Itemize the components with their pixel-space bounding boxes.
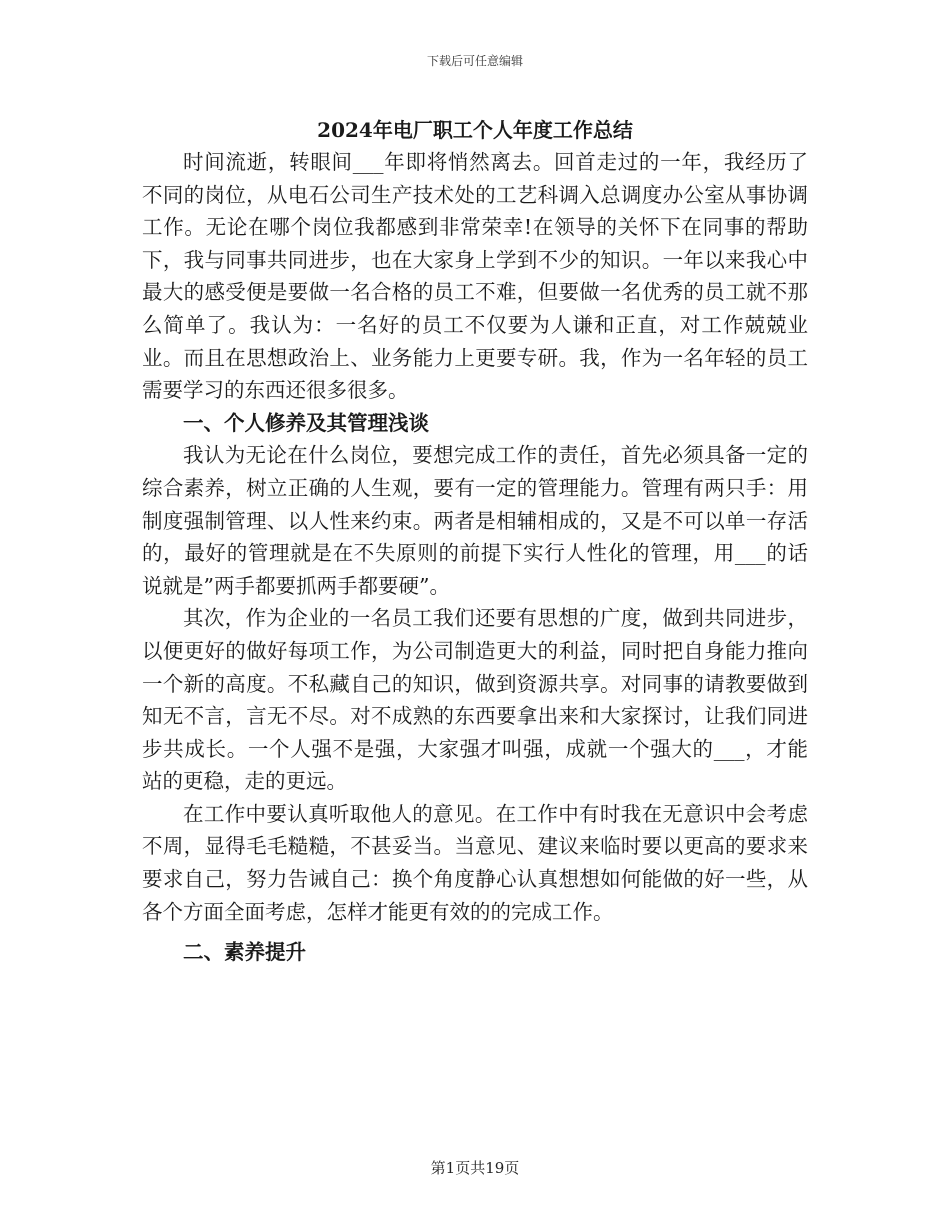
paragraph-second: 其次，作为企业的一名员工我们还要有思想的广度，做到共同进步，以便更好的做好每项工作，为公司制造更大的利益，同时把自身能力推向一个新的高度。不私藏自己的知识，做到资源共享。对同事的请教要做到知无不言，言无不尽。对不成熟的东西要拿出来和大家探讨，让我们同进步共成长。一个人强不是强，大家强才叫强，成就一个强大的___，才能站的更稳，走的更远。 (142, 606, 808, 794)
paragraph-management: 我认为无论在什么岗位，要想完成工作的责任，首先必须具备一定的综合素养，树立正确的人生观，要有一定的管理能力。管理有两只手：用制度强制管理、以人性来约束。两者是相辅相成的，又是不可以单一存活的，最好的管理就是在不失原则的前提下实行人性化的管理，用___的话说就是”两手都要抓两手都要硬”。 (142, 443, 808, 598)
page-header-note: 下载后可任意编辑 (426, 54, 523, 68)
section-heading-2: 二、素养提升 (183, 940, 306, 965)
paragraph-listening: 在工作中要认真听取他人的意见。在工作中有时我在无意识中会考虑不周，显得毛毛糙糙，不甚妥当。当意见、建议来临时要以更高的要求来要求自己，努力告诫自己：换个角度静心认真想想如何能做的好一些，从各个方面全面考虑，怎样才能更有效的的完成工作。 (142, 801, 808, 924)
page-number: 第1页共19页 (430, 1159, 520, 1177)
section-heading-1: 一、个人修养及其管理浅谈 (183, 410, 429, 435)
document-body (142, 146, 808, 969)
document-title: 2024年电厂职工个人年度工作总结 (317, 118, 633, 142)
paragraph-intro: 时间流逝，转眼间___年即将悄然离去。回首走过的一年，我经历了不同的岗位，从电石公司生产技术处的工艺科调入总调度办公室从事协调工作。无论在哪个岗位我都感到非常荣幸!在领导的关怀下在同事的帮助下，我与同事共同进步，也在大家身上学到不少的知识。一年以来我心中最大的感受便是要做一名合格的员工不难，但要做一名优秀的员工就不那么简单了。我认为：一名好的员工不仅要为人谦和正直，对工作兢兢业业。而且在思想政治上、业务能力上更要专研。我，作为一名年轻的员工需要学习的东西还很多很多。 (142, 150, 808, 403)
